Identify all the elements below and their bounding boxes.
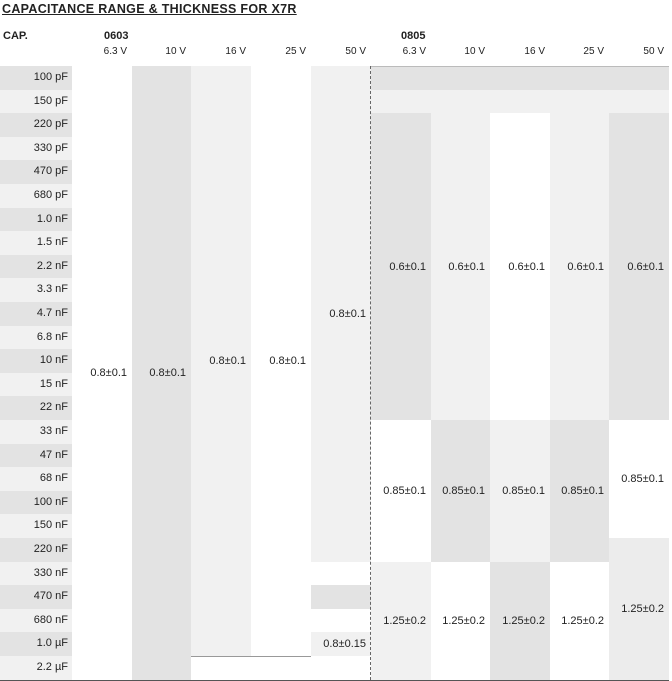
cell-0805-50v-r3: 1.25±0.2 (609, 538, 669, 680)
cell-0603-50v-a: 0.8±0.1 (311, 66, 371, 562)
cell-0805-6v3-r3: 1.25±0.2 (371, 562, 431, 680)
cap-label-17: 68 nF (0, 467, 72, 491)
cell-0805-10v-r3: 1.25±0.2 (431, 562, 490, 680)
cell-0805-10v-r1: 0.6±0.1 (431, 113, 490, 420)
size-0805-header: 0805 (401, 30, 426, 42)
size-divider (370, 66, 371, 680)
voltage-header-0805-3: 25 V (583, 46, 604, 57)
row-line-2u2 (191, 656, 311, 657)
cap-label-12: 10 nF (0, 349, 72, 373)
cap-label-21: 330 nF (0, 562, 72, 586)
voltage-header-0603-2: 16 V (225, 46, 246, 57)
cell-0805-6v3-r2: 0.85±0.1 (371, 420, 431, 562)
cap-label-19: 150 nF (0, 514, 72, 538)
cap-label-9: 3.3 nF (0, 278, 72, 302)
cap-label-7: 1.5 nF (0, 231, 72, 255)
cell-0805-16v-r2: 0.85±0.1 (490, 420, 550, 562)
voltage-header-0805-2: 16 V (524, 46, 545, 57)
cell-0603-50v-gap3 (311, 609, 371, 633)
cell-0603-50v-b: 0.8±0.15 (311, 632, 371, 656)
cap-label-10: 4.7 nF (0, 302, 72, 326)
cell-0603-10v: 0.8±0.1 (132, 66, 191, 680)
voltage-header-0805-4: 50 V (643, 46, 664, 57)
cell-0805-6v3-r1: 0.6±0.1 (371, 113, 431, 420)
voltage-header-0603-0: 6.3 V (103, 46, 127, 57)
cell-0603-50v-gap2 (311, 585, 371, 609)
cell-0805-50v-r1: 0.6±0.1 (609, 113, 669, 420)
cell-0603-50v-gap1 (311, 562, 371, 586)
cap-label-24: 1.0 µF (0, 632, 72, 656)
cap-label-8: 2.2 nF (0, 255, 72, 279)
cap-label-3: 330 pF (0, 137, 72, 161)
cap-label-13: 15 nF (0, 373, 72, 397)
voltage-header-0603-3: 25 V (285, 46, 306, 57)
voltage-header-0603-4: 50 V (345, 46, 366, 57)
cell-0805-row-100pf (371, 66, 669, 90)
voltage-header-0805-0: 6.3 V (402, 46, 426, 57)
cap-label-6: 1.0 nF (0, 208, 72, 232)
cap-label-11: 6.8 nF (0, 326, 72, 350)
cap-label-2: 220 pF (0, 113, 72, 137)
size-0603-header: 0603 (104, 30, 129, 42)
cap-label-16: 47 nF (0, 444, 72, 468)
cap-label-22: 470 nF (0, 585, 72, 609)
cell-0805-16v-r3: 1.25±0.2 (490, 562, 550, 680)
cell-0805-row-150pf (371, 90, 669, 114)
cap-label-0: 100 pF (0, 66, 72, 90)
cell-0805-25v-r2: 0.85±0.1 (550, 420, 609, 562)
cap-label-25: 2.2 µF (0, 656, 72, 680)
top-line-0805 (371, 66, 669, 67)
cap-label-4: 470 pF (0, 160, 72, 184)
cell-0603-6v3: 0.8±0.1 (72, 66, 132, 680)
cap-label-20: 220 nF (0, 538, 72, 562)
cap-label-1: 150 pF (0, 90, 72, 114)
cell-0603-25v: 0.8±0.1 (251, 66, 311, 656)
cell-0805-10v-r2: 0.85±0.1 (431, 420, 490, 562)
cell-0805-25v-r3: 1.25±0.2 (550, 562, 609, 680)
cell-0805-25v-r1: 0.6±0.1 (550, 113, 609, 420)
cap-label-5: 680 pF (0, 184, 72, 208)
voltage-header-0603-1: 10 V (165, 46, 186, 57)
cap-label-14: 22 nF (0, 396, 72, 420)
cap-label-15: 33 nF (0, 420, 72, 444)
voltage-header-0805-1: 10 V (464, 46, 485, 57)
cap-label-18: 100 nF (0, 491, 72, 515)
cell-0805-50v-r2: 0.85±0.1 (609, 420, 669, 538)
cell-0805-16v-r1: 0.6±0.1 (490, 113, 550, 420)
cap-header: CAP. (3, 30, 28, 42)
cell-0603-16v: 0.8±0.1 (191, 66, 251, 656)
cap-label-23: 680 nF (0, 609, 72, 633)
table-title: CAPACITANCE RANGE & THICKNESS FOR X7R (2, 2, 297, 16)
